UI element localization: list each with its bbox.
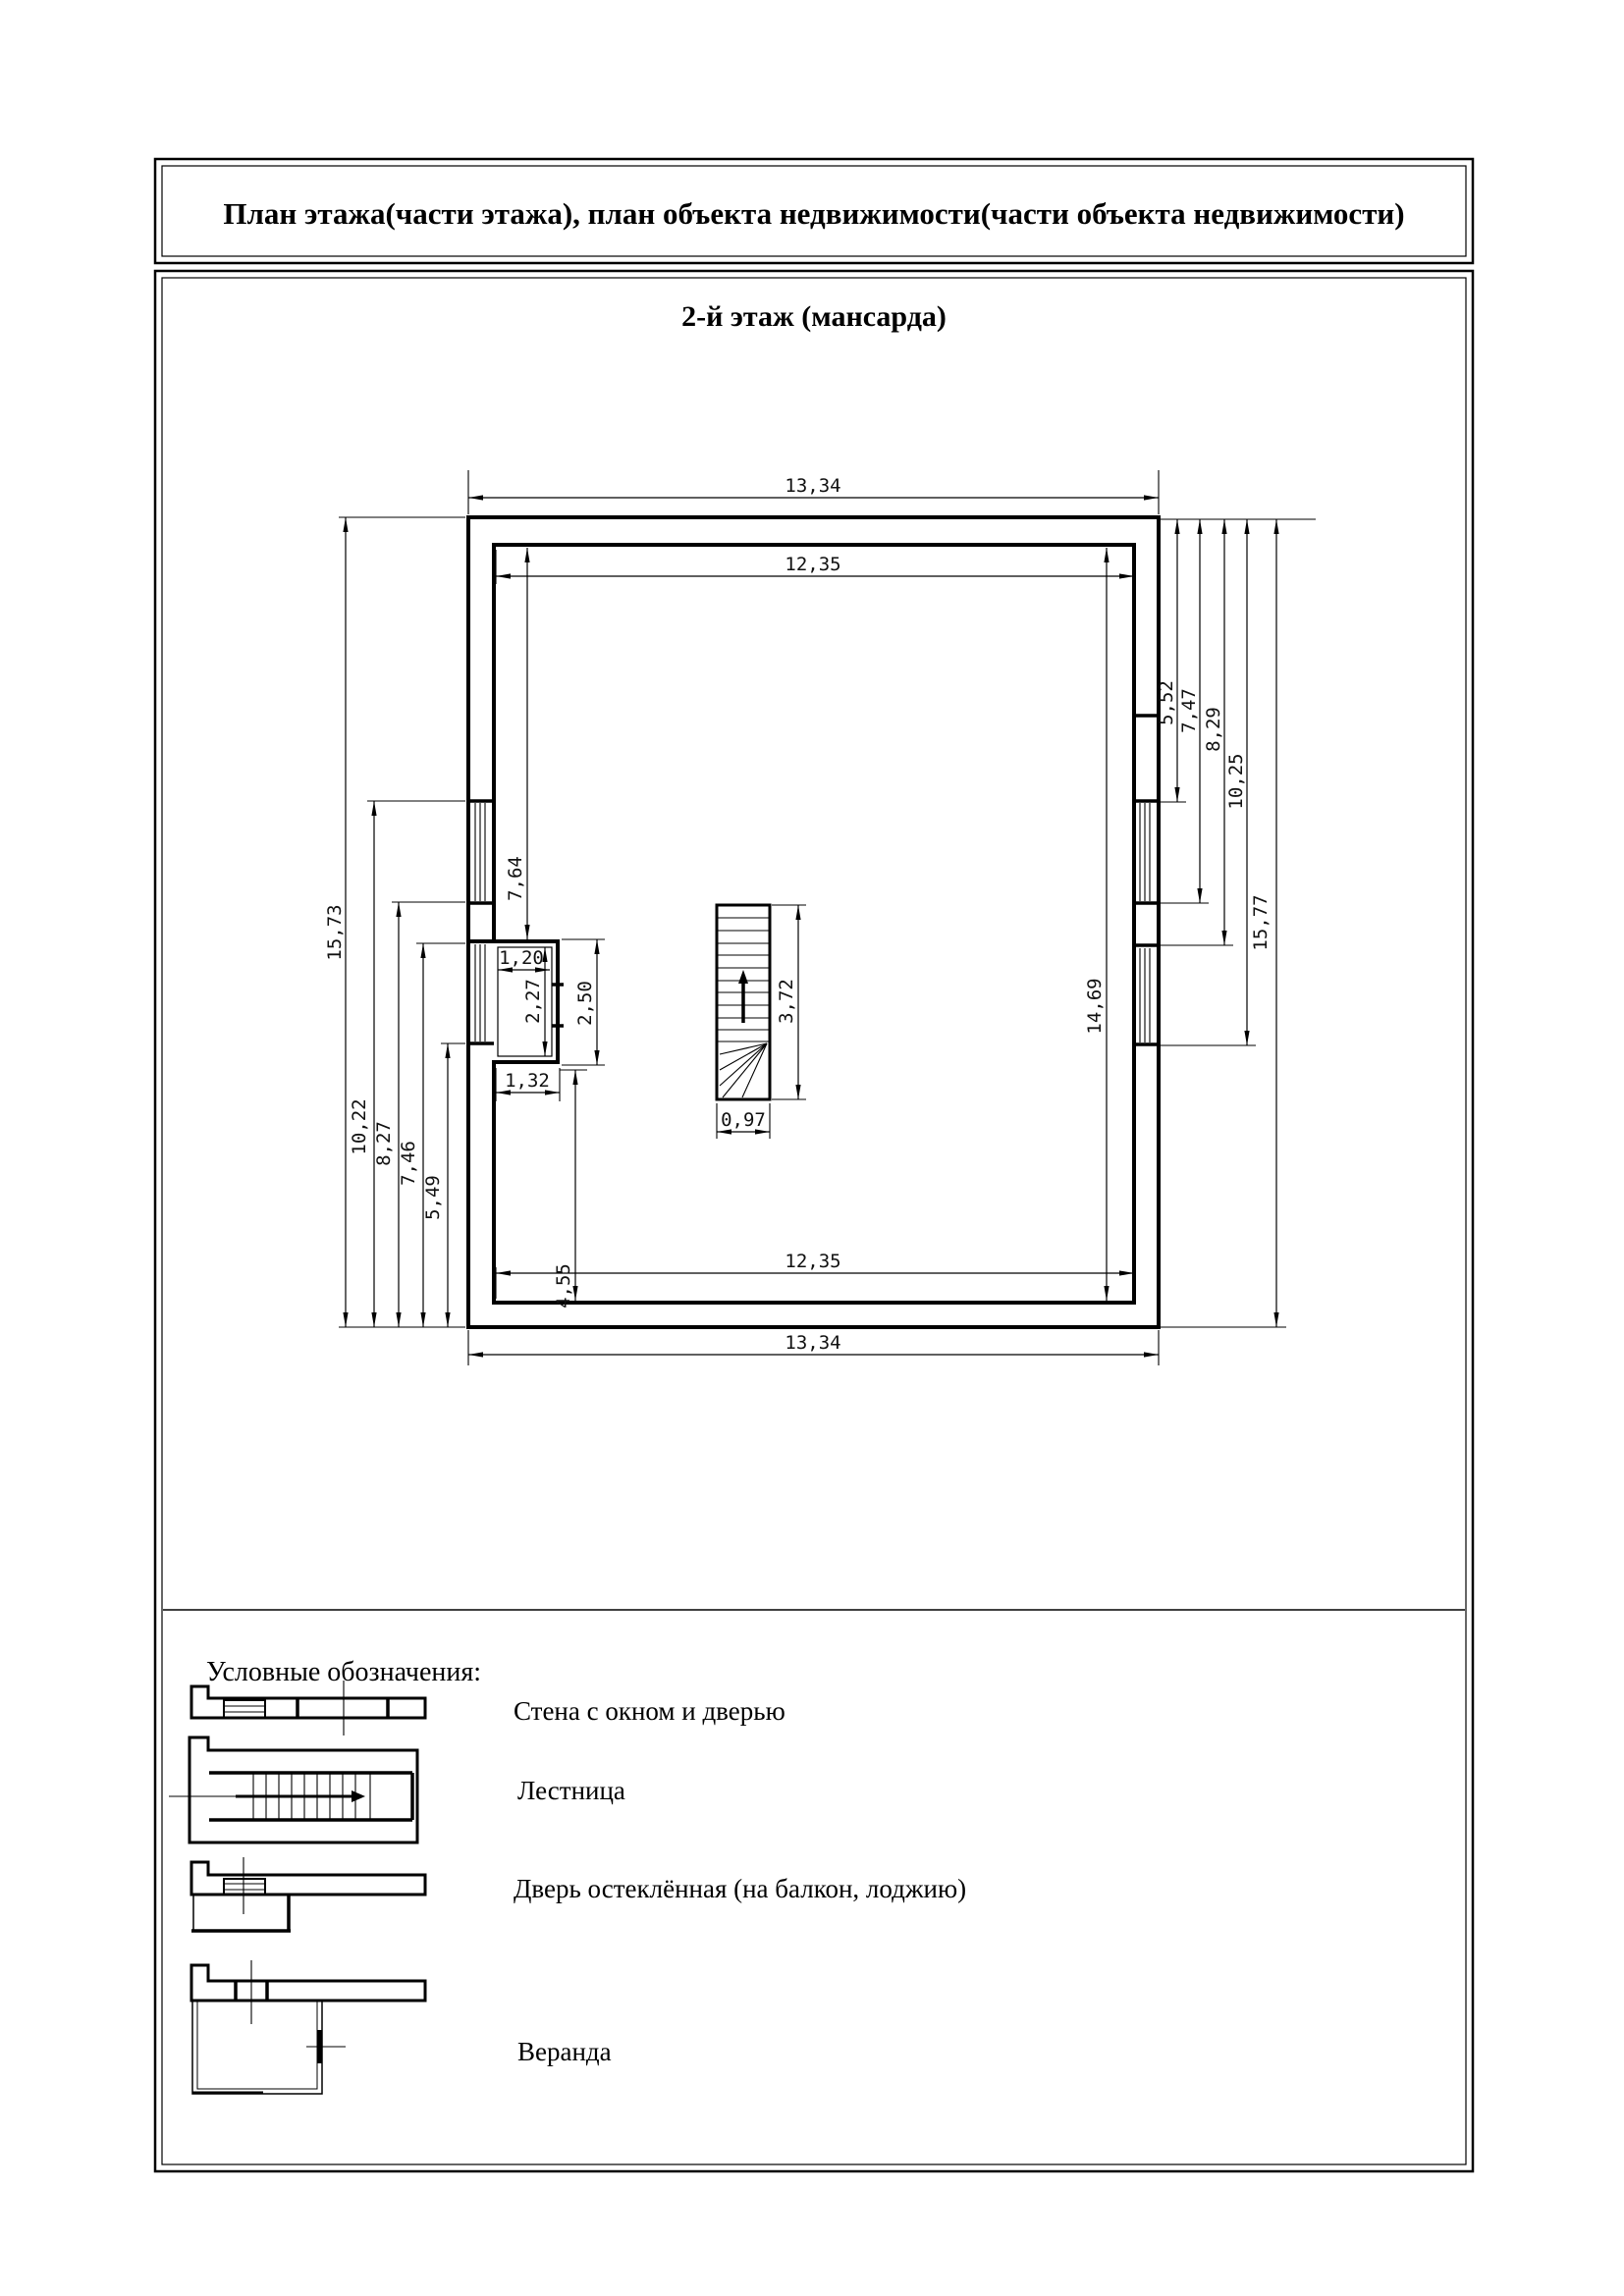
dim-balcony-2-27: 2,27 [522, 979, 544, 1024]
dim-width-inner-bottom: 12,35 [785, 1251, 841, 1272]
dim-height-outer-left: 15,73 [324, 904, 346, 961]
dim-left-7-46: 7,46 [398, 1141, 419, 1186]
outer-wall [468, 517, 1159, 1327]
stair-winders [720, 1043, 767, 1097]
legend [169, 1657, 966, 2094]
dim-right-7-47: 7,47 [1178, 688, 1200, 733]
staircase [717, 905, 770, 1099]
right-window2-glazing [1140, 948, 1150, 1042]
dim-left-5-49: 5,49 [422, 1175, 444, 1220]
building-walls [468, 517, 1159, 1327]
dim-width-outer-top: 13,34 [785, 475, 841, 497]
dim-right-5-52: 5,52 [1156, 680, 1177, 725]
dim-stairs-0-97: 0,97 [721, 1109, 766, 1131]
balcony-glazed-door [475, 944, 485, 1041]
dim-width-outer-bottom: 13,34 [785, 1332, 841, 1354]
right-wall-openings [1134, 716, 1159, 1044]
legend-symbol-wall-window-door [191, 1681, 425, 1735]
legend-label-wall: Стена с окном и дверью [514, 1696, 785, 1726]
legend-symbol-glazed-door [191, 1857, 425, 1931]
extension-lines [339, 470, 1316, 1365]
left-wall-openings [468, 801, 558, 1043]
page-border [155, 159, 1473, 2171]
dim-inner-right-14-69: 14,69 [1084, 978, 1106, 1035]
dim-inner-left-7-64: 7,64 [505, 856, 526, 901]
dim-balcony-2-50: 2,50 [574, 981, 596, 1026]
dim-left-8-27: 8,27 [373, 1121, 395, 1166]
plan-subtitle: 2-й этаж (мансарда) [681, 300, 947, 333]
page-title: План этажа(части этажа), план объекта недвижимости(части объекта недвижимости) [223, 196, 1405, 231]
dim-balcony-1-20: 1,20 [499, 947, 544, 969]
dim-balcony-1-32: 1,32 [505, 1070, 550, 1092]
dim-height-outer-right: 15,77 [1250, 894, 1272, 951]
dim-right-10-25: 10,25 [1225, 753, 1247, 810]
legend-label-glazed-door: Дверь остеклённая (на балкон, лоджию) [514, 1874, 967, 1903]
legend-symbol-veranda [191, 1960, 425, 2094]
legend-symbol-stairs [169, 1737, 417, 1842]
dim-right-8-29: 8,29 [1203, 707, 1224, 752]
legend-label-veranda: Веранда [517, 2037, 612, 2066]
left-window-glazing [475, 803, 485, 901]
dim-inner-4-55: 4,55 [553, 1263, 574, 1308]
dim-stairs-3-72: 3,72 [776, 979, 797, 1024]
legend-label-stairs: Лестница [517, 1776, 625, 1805]
right-window1-glazing [1140, 803, 1150, 901]
inner-wall-with-balcony [494, 545, 1134, 1303]
legend-header: Условные обозначения: [206, 1657, 482, 1687]
dimension-lines [346, 498, 1276, 1355]
dim-left-10-22: 10,22 [349, 1098, 370, 1155]
dim-width-inner-top: 12,35 [785, 554, 841, 575]
stair-direction-arrow [738, 970, 748, 1023]
